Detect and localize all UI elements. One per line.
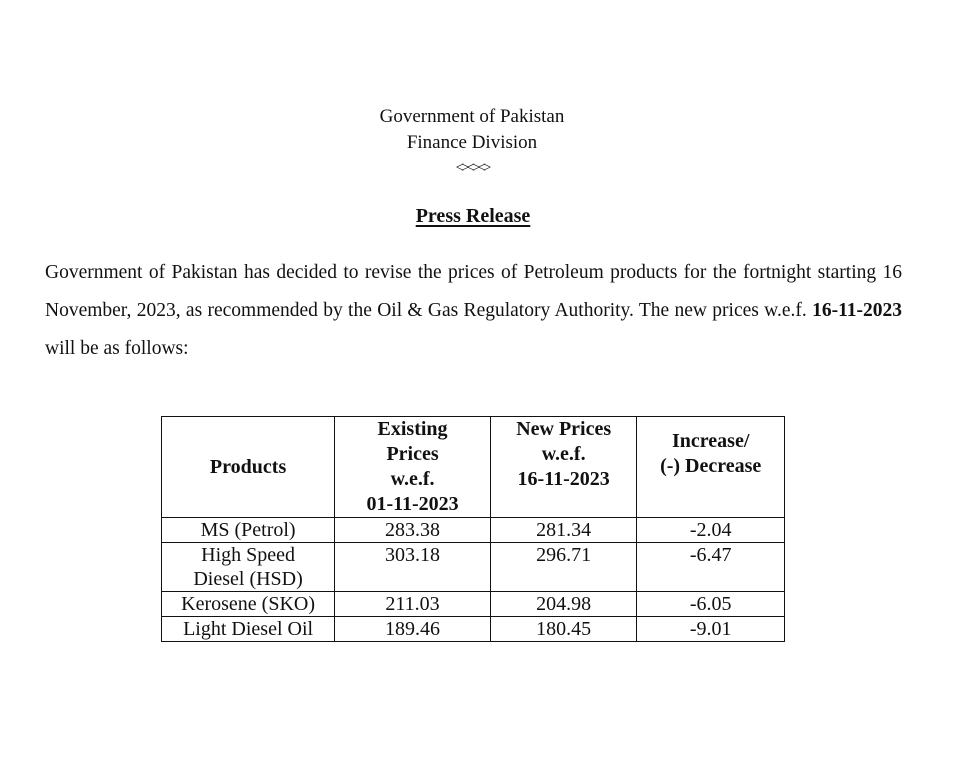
header-products: Products — [162, 417, 335, 518]
product-cell: MS (Petrol) — [162, 518, 335, 543]
table-header-row — [162, 417, 785, 518]
header-existing-line: w.e.f. — [390, 468, 435, 490]
product-line: Diesel (HSD) — [193, 568, 303, 590]
header-existing-prices — [335, 417, 491, 518]
header-change-line: Increase/ — [671, 430, 750, 452]
header-existing-line: Existing — [377, 418, 448, 440]
change-cell: -2.04 — [637, 518, 785, 543]
new-price-cell: 180.45 — [490, 617, 636, 642]
government-name: Government of Pakistan — [379, 106, 565, 127]
header-new-prices — [490, 417, 636, 518]
existing-price-cell: 189.46 — [335, 617, 491, 642]
letterhead — [0, 104, 944, 178]
table-row — [162, 592, 785, 617]
table-row — [162, 617, 785, 642]
page-title: Press Release — [415, 205, 531, 227]
new-price-cell: 296.71 — [490, 543, 636, 592]
header-existing-line: 01-11-2023 — [366, 493, 459, 515]
price-table — [161, 416, 785, 642]
effective-date: 16-11-2023 — [812, 300, 902, 321]
product-line: High Speed — [201, 544, 296, 566]
existing-price-cell: 283.38 — [335, 518, 491, 543]
header-change — [637, 417, 785, 518]
product-cell: Light Diesel Oil — [162, 617, 335, 642]
change-cell: -6.05 — [637, 592, 785, 617]
existing-price-cell: 303.18 — [335, 543, 491, 592]
new-price-cell: 204.98 — [490, 592, 636, 617]
table-row — [162, 543, 785, 592]
header-new-line: 16-11-2023 — [517, 468, 610, 490]
change-cell: -9.01 — [637, 617, 785, 642]
new-price-cell: 281.34 — [490, 518, 636, 543]
change-cell: -6.47 — [637, 543, 785, 592]
table-row — [162, 518, 785, 543]
header-new-line: w.e.f. — [541, 443, 586, 465]
product-cell: Kerosene (SKO) — [162, 592, 335, 617]
press-release-paragraph — [45, 254, 902, 368]
product-cell — [162, 543, 335, 592]
header-existing-line: Prices — [386, 443, 439, 465]
existing-price-cell: 211.03 — [335, 592, 491, 617]
header-new-line: New Prices — [516, 418, 612, 440]
ornament-divider: <><><> — [455, 160, 489, 176]
division-name: Finance Division — [406, 132, 538, 153]
paragraph-text: Government of Pakistan has decided to revise the prices of Petroleum products for the fortnight starting 16 November, 2023, as recommended by the Oil & Gas Regulatory Authority. The new prices w.e.f. — [45, 262, 902, 321]
header-change-line: (-) Decrease — [660, 455, 762, 477]
paragraph-text-end: will be as follows: — [45, 338, 189, 359]
